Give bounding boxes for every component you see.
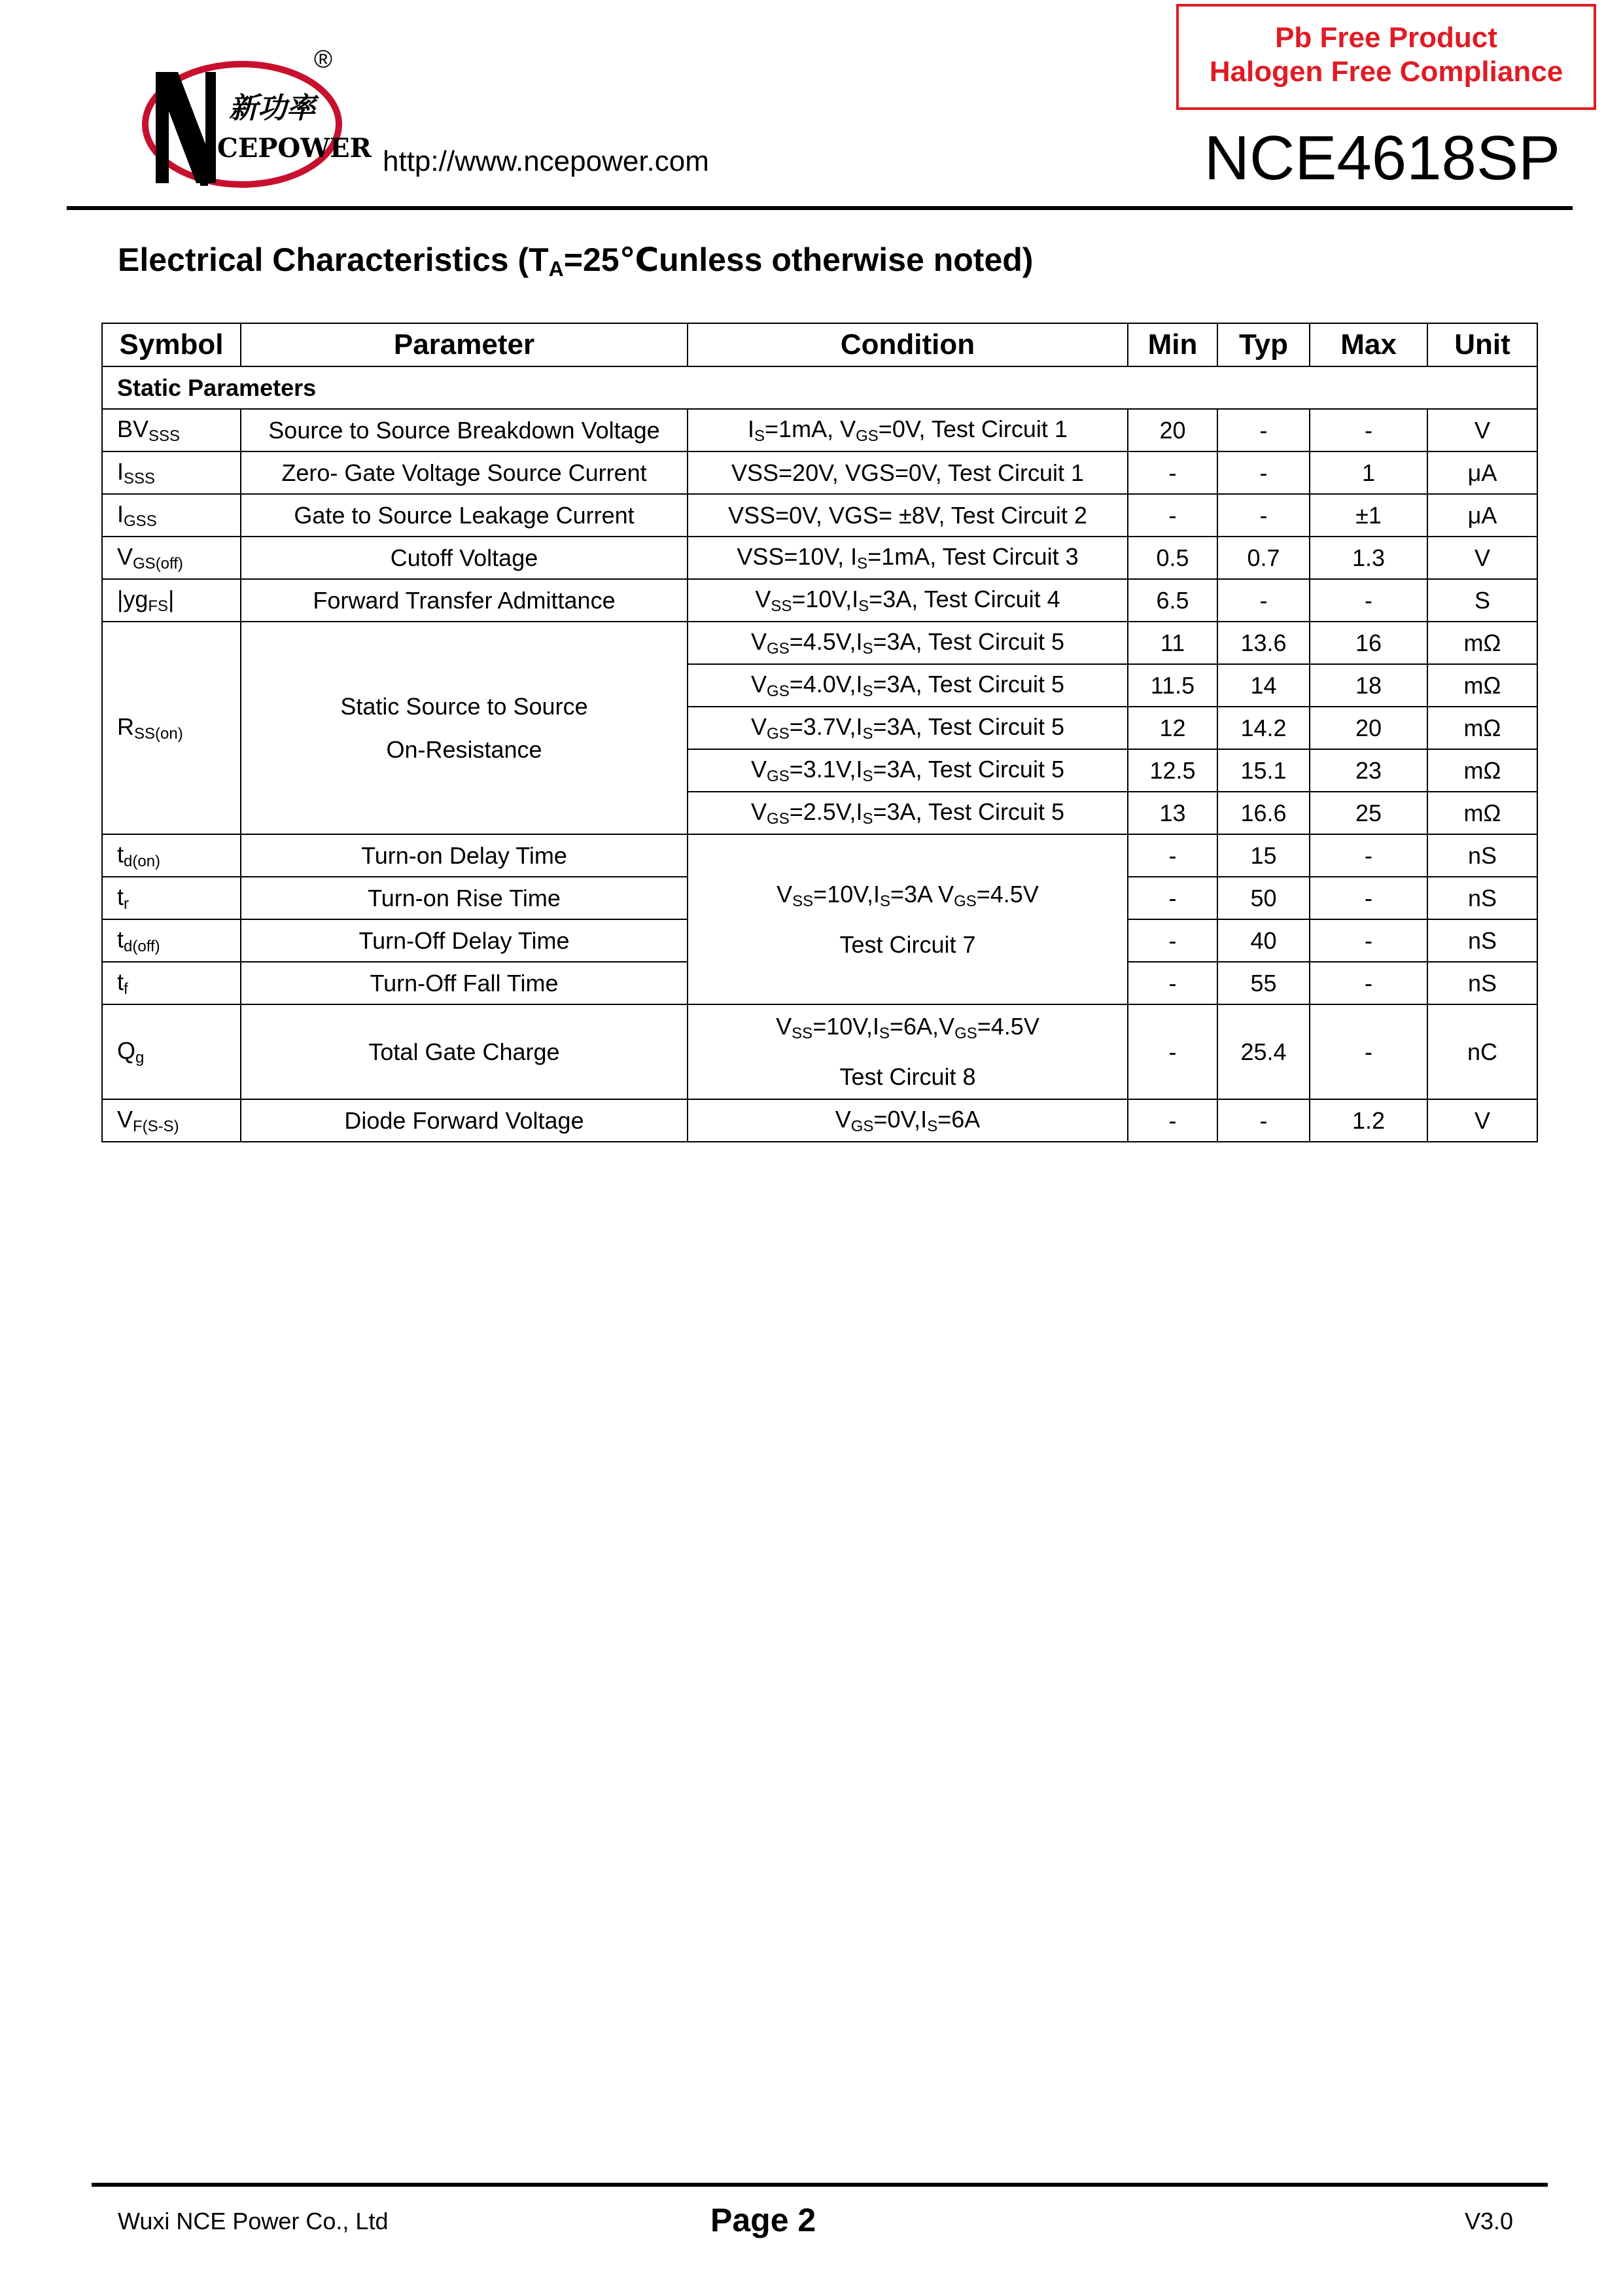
group-row-static (102, 366, 1537, 409)
max-cell: 23 (1310, 749, 1427, 792)
max-cell: - (1310, 962, 1427, 1004)
table-row (102, 494, 1537, 537)
symbol-cell: $|yg_{FS}|$ (102, 579, 241, 622)
min-cell: - (1128, 962, 1217, 1004)
parameter-cell: Cutoff Voltage (241, 537, 688, 579)
condition-cell: VSS=0V, VGS= ±8V, Test Circuit 2 (688, 494, 1128, 537)
symbol-cell: $t_f$ (102, 962, 241, 1004)
pb-free-label: Pb Free Product (1275, 22, 1497, 54)
max-cell: - (1310, 834, 1427, 877)
min-cell: 6.5 (1128, 579, 1217, 622)
parameter-cell: Static Source to Source On-Resistance (241, 622, 688, 834)
condition-cell: VSS=20V, VGS=0V, Test Circuit 1 (688, 451, 1128, 494)
header-max: Max (1310, 323, 1427, 366)
unit-cell: nS (1427, 962, 1537, 1004)
electrical-characteristics-table (101, 323, 1538, 1142)
logo-chinese-text: 新功率 (229, 92, 315, 125)
typ-cell: - (1217, 451, 1310, 494)
table-row (102, 579, 1537, 622)
max-cell: 25 (1310, 792, 1427, 834)
condition-cell: $V_{GS}=3.1V,I_S=3A$, Test Circuit 5 (688, 749, 1128, 792)
table-row (102, 1099, 1537, 1142)
footer-divider (92, 2183, 1548, 2187)
typ-cell: 13.6 (1217, 622, 1310, 664)
max-cell: 1.3 (1310, 537, 1427, 579)
max-cell: ±1 (1310, 494, 1427, 537)
symbol-cell: $R_{SS(on)}$ (102, 622, 241, 834)
unit-cell: μA (1427, 451, 1537, 494)
table-row (102, 622, 1537, 664)
unit-cell: mΩ (1427, 792, 1537, 834)
min-cell: 20 (1128, 409, 1217, 451)
min-cell: 0.5 (1128, 537, 1217, 579)
footer-page-number: Page 2 (710, 2202, 816, 2238)
condition-cell: $V_{SS}=10V,I_S=3A$ $V_{GS}=4.5V$ Test Circuit 7 (688, 834, 1128, 1004)
condition-cell: VSS=10V, $I_S=1mA$, Test Circuit 3 (688, 537, 1128, 579)
website-url[interactable]: http://www.ncepower.com (383, 145, 709, 177)
parameter-cell: Turn-on Rise Time (241, 877, 688, 919)
section-title: Electrical Characteristics ($T_A=25℃unless$ otherwise noted) (118, 241, 1034, 281)
max-cell: 1 (1310, 451, 1427, 494)
typ-cell: - (1217, 579, 1310, 622)
footer-version: V3.0 (1464, 2208, 1513, 2234)
max-cell: - (1310, 919, 1427, 962)
typ-cell: 40 (1217, 919, 1310, 962)
unit-cell: nC (1427, 1004, 1537, 1099)
condition-cell: $V_{GS}=2.5V,I_S=3A$, Test Circuit 5 (688, 792, 1128, 834)
header-typ: Typ (1217, 323, 1310, 366)
typ-cell: - (1217, 494, 1310, 537)
typ-cell: 15.1 (1217, 749, 1310, 792)
unit-cell: μA (1427, 494, 1537, 537)
symbol-cell: $t_{d(off)}$ (102, 919, 241, 962)
symbol-cell: $t_{d(on)}$ (102, 834, 241, 877)
symbol-cell: $BV_{SSS}$ (102, 409, 241, 451)
compliance-box (1176, 4, 1596, 110)
typ-cell: 14 (1217, 664, 1310, 707)
halogen-free-label: Halogen Free Compliance (1209, 56, 1563, 88)
header-parameter: Parameter (241, 323, 688, 366)
unit-cell: V (1427, 537, 1537, 579)
unit-cell: V (1427, 1099, 1537, 1142)
footer-company: Wuxi NCE Power Co., Ltd (118, 2208, 389, 2234)
condition-cell: $V_{SS}=10V,I_S=3A$, Test Circuit 4 (688, 579, 1128, 622)
header-symbol: Symbol (102, 323, 241, 366)
max-cell: - (1310, 877, 1427, 919)
max-cell: 1.2 (1310, 1099, 1427, 1142)
condition-cell: $I_S=1mA$, $V_{GS}=0V$, Test Circuit 1 (688, 409, 1128, 451)
min-cell: - (1128, 1099, 1217, 1142)
min-cell: - (1128, 877, 1217, 919)
condition-cell: $V_{GS}=4.0V,I_S=3A$, Test Circuit 5 (688, 664, 1128, 707)
symbol-cell: $V_{F(S-S)}$ (102, 1099, 241, 1142)
unit-cell: mΩ (1427, 622, 1537, 664)
parameter-cell: Turn-Off Fall Time (241, 962, 688, 1004)
max-cell: 18 (1310, 664, 1427, 707)
unit-cell: mΩ (1427, 707, 1537, 749)
part-number: NCE4618SP (1204, 123, 1560, 193)
typ-cell: - (1217, 409, 1310, 451)
typ-cell: 0.7 (1217, 537, 1310, 579)
symbol-cell: $I_{SSS}$ (102, 451, 241, 494)
min-cell: 11.5 (1128, 664, 1217, 707)
min-cell: 12.5 (1128, 749, 1217, 792)
typ-cell: - (1217, 1099, 1310, 1142)
unit-cell: mΩ (1427, 749, 1537, 792)
min-cell: - (1128, 451, 1217, 494)
condition-cell: $V_{GS}=4.5V,I_S=3A$, Test Circuit 5 (688, 622, 1128, 664)
symbol-cell: $Q_g$ (102, 1004, 241, 1099)
condition-cell: $V_{GS}=0V,I_S=6A$ (688, 1099, 1128, 1142)
typ-cell: 50 (1217, 877, 1310, 919)
unit-cell: nS (1427, 919, 1537, 962)
min-cell: - (1128, 834, 1217, 877)
table-row (102, 834, 1537, 877)
max-cell: - (1310, 409, 1427, 451)
header-divider (67, 206, 1573, 210)
table-row (102, 537, 1537, 579)
logo-brand-text: CEPOWER (217, 133, 372, 164)
parameter-cell: Diode Forward Voltage (241, 1099, 688, 1142)
condition-cell: $V_{GS}=3.7V,I_S=3A$, Test Circuit 5 (688, 707, 1128, 749)
parameter-cell: Turn-Off Delay Time (241, 919, 688, 962)
parameter-cell: Total Gate Charge (241, 1004, 688, 1099)
max-cell: 20 (1310, 707, 1427, 749)
symbol-cell: $I_{GSS}$ (102, 494, 241, 537)
min-cell: 13 (1128, 792, 1217, 834)
unit-cell: nS (1427, 877, 1537, 919)
typ-cell: 15 (1217, 834, 1310, 877)
unit-cell: V (1427, 409, 1537, 451)
min-cell: - (1128, 1004, 1217, 1099)
header-condition: Condition (688, 323, 1128, 366)
max-cell: 16 (1310, 622, 1427, 664)
header-unit: Unit (1427, 323, 1537, 366)
typ-cell: 16.6 (1217, 792, 1310, 834)
max-cell: - (1310, 1004, 1427, 1099)
unit-cell: nS (1427, 834, 1537, 877)
symbol-cell: $t_r$ (102, 877, 241, 919)
parameter-cell: Forward Transfer Admittance (241, 579, 688, 622)
table-row (102, 409, 1537, 451)
header-min: Min (1128, 323, 1217, 366)
max-cell: - (1310, 579, 1427, 622)
typ-cell: 25.4 (1217, 1004, 1310, 1099)
min-cell: 11 (1128, 622, 1217, 664)
registered-mark: ® (314, 46, 332, 73)
parameter-cell: Source to Source Breakdown Voltage (241, 409, 688, 451)
unit-cell: mΩ (1427, 664, 1537, 707)
typ-cell: 55 (1217, 962, 1310, 1004)
parameter-cell: Gate to Source Leakage Current (241, 494, 688, 537)
parameter-cell: Turn-on Delay Time (241, 834, 688, 877)
min-cell: 12 (1128, 707, 1217, 749)
condition-cell: $V_{SS}=10V,I_S=6A,V_{GS}=4.5V$ Test Circuit 8 (688, 1004, 1128, 1099)
min-cell: - (1128, 494, 1217, 537)
symbol-cell: $V_{GS(off)}$ (102, 537, 241, 579)
typ-cell: 14.2 (1217, 707, 1310, 749)
table-row (102, 1004, 1537, 1099)
min-cell: - (1128, 919, 1217, 962)
table-row (102, 451, 1537, 494)
table-header-row (102, 323, 1537, 366)
group-label-static: Static Parameters (102, 366, 1537, 409)
unit-cell: S (1427, 579, 1537, 622)
parameter-cell: Zero- Gate Voltage Source Current (241, 451, 688, 494)
